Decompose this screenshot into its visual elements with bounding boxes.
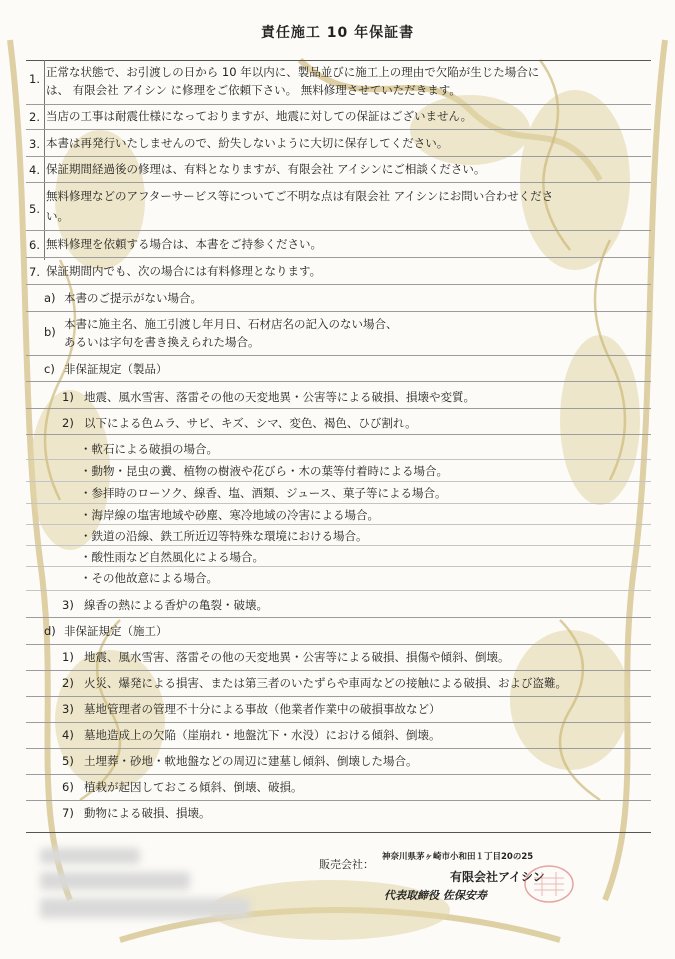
sub-a-text: 本書のご提示がない場合。 [64, 291, 202, 305]
d-item-number: 4) [62, 728, 74, 742]
item-text: は、 有限会社 アイシン に修理をご依頼下さい。 無料修理させていただきます。 [46, 83, 461, 97]
d-item-number: 3) [62, 702, 74, 716]
c-bullet: ・軟石による破損の場合。 [80, 442, 218, 456]
ruled-line [26, 257, 651, 258]
d-item-number: 7) [62, 806, 74, 820]
item-text: 本書は再発行いたしませんので、紛失しないように大切に保存してください。 [46, 136, 449, 150]
c-bullet: ・海岸線の塩害地域や砂塵、寒冷地域の冷害による場合。 [80, 508, 379, 522]
item-text: 正常な状態で、お引渡しの日から 10 年以内に、製品並びに施工上の理由で欠陥が生じた場合に [46, 65, 540, 79]
ruled-line [26, 800, 651, 801]
ruled-line [26, 311, 651, 312]
ruled-line [26, 503, 651, 504]
ruled-line [26, 434, 651, 435]
ruled-line [26, 774, 651, 775]
ruled-line [26, 644, 651, 645]
seller-address: 神奈川県茅ヶ崎市小和田１丁目20の25 [382, 852, 534, 862]
ruled-line [26, 590, 651, 591]
item-text: 保証期間経過後の修理は、有料となりますが、有限会社 アイシンにご相談ください。 [46, 162, 486, 176]
d-item-text: 植栽が起因しておこる傾斜、倒壊、破損。 [84, 780, 303, 794]
item-number: 1. [29, 72, 40, 86]
c-item-number: 3) [62, 598, 74, 612]
item-text: い。 [46, 209, 69, 223]
d-item-number: 6) [62, 780, 74, 794]
c-bullet: ・動物・昆虫の糞、植物の樹液や花びら・木の葉等付着時による場合。 [80, 464, 448, 478]
c-item-text: 地震、風水雪害、落雷その他の天変地異・公害等による破損、損壊や変質。 [84, 390, 475, 404]
item-text: 無料修理を依頼する場合は、本書をご持参ください。 [46, 237, 322, 251]
ruled-line [26, 355, 651, 356]
ruled-line [26, 722, 651, 723]
ruled-line [26, 230, 651, 231]
ruled-line [26, 381, 651, 382]
ruled-line [26, 670, 651, 671]
item-number: 4. [29, 163, 40, 177]
sub-c-label: c) [44, 362, 55, 376]
item-text: 保証期間内でも、次の場合には有料修理となります。 [46, 264, 322, 278]
ruled-line [26, 748, 651, 749]
page-title: 責任施工 10 年保証書 [260, 25, 415, 41]
c-item-text: 線香の熱による香炉の亀裂・破壊。 [84, 598, 268, 612]
redacted-text [40, 872, 190, 890]
sub-b-label: b) [44, 325, 56, 339]
d-item-number: 2) [62, 676, 74, 690]
company-seal-stamp [520, 862, 578, 906]
ruled-line [26, 696, 651, 697]
d-item-text: 火災、爆発による損害、または第三者のいたずらや車両などの接触による破損、および盗難。 [84, 676, 567, 690]
sub-d-label: d) [44, 624, 56, 638]
ruled-line [26, 104, 651, 105]
item-number: 2. [29, 110, 40, 124]
sub-b-text: 本書に施主名、施工引渡し年月日、石材店名の記入のない場合、 [64, 317, 398, 331]
d-item-number: 1) [62, 650, 74, 664]
c-bullet: ・参拝時のローソク、線香、塩、酒類、ジュース、菓子等による場合。 [80, 486, 447, 500]
d-item-number: 5) [62, 754, 74, 768]
d-item-text: 動物による破損、損壊。 [84, 806, 211, 820]
c-bullet: ・その他故意による場合。 [80, 571, 218, 585]
d-item-text: 地震、風水雪害、落雷その他の天変地異・公害等による破損、損傷や傾斜、倒壊。 [84, 650, 510, 664]
seller-label: 販売会社： [319, 858, 374, 871]
ruled-line [26, 129, 651, 130]
item-text: 無料修理などのアフターサービス等についてご不明な点は有限会社 アイシンにお問い合わせくださ [46, 189, 554, 203]
redacted-text [40, 898, 250, 918]
ruled-line [26, 617, 651, 618]
ruled-line [26, 481, 651, 482]
item-number: 6. [29, 238, 40, 252]
seller-company: 有限会社アイシン [450, 870, 545, 884]
c-item-text: 以下による色ムラ、サビ、キズ、シマ、変色、褐色、ひび割れ。 [84, 416, 417, 430]
redacted-text [40, 848, 140, 864]
item-number: 3. [29, 137, 40, 151]
d-item-text: 墓地管理者の管理不十分による事故（他業者作業中の破損事故など） [84, 702, 441, 716]
ruled-line [26, 459, 651, 460]
d-item-text: 墓地造成上の欠陥（崖崩れ・地盤沈下・水没）における傾斜、倒壊。 [84, 728, 441, 742]
seller-representative: 代表取締役 佐保安寿 [384, 889, 487, 902]
c-bullet: ・鉄道の沿線、鉄工所近辺等特殊な環境における場合。 [80, 529, 368, 543]
ruled-line [26, 545, 651, 546]
ruled-line [26, 156, 651, 157]
d-item-text: 土埋葬・砂地・軟地盤などの周辺に建墓し傾斜、倒壊した場合。 [84, 754, 418, 768]
ruled-line [26, 182, 651, 183]
item-text: 当店の工事は耐震仕様になっておりますが、地震に対しての保証はございません。 [46, 109, 473, 123]
ruled-line [26, 566, 651, 567]
ruled-line [26, 408, 651, 409]
sub-a-label: a) [44, 291, 56, 305]
ruled-line [26, 284, 651, 285]
c-bullet: ・酸性雨など自然風化による場合。 [80, 550, 264, 564]
c-item-number: 2) [62, 416, 74, 430]
c-item-number: 1) [62, 390, 74, 404]
sub-c-heading: 非保証規定（製品） [64, 362, 168, 376]
sub-b-text: あるいは字句を書き換えられた場合。 [64, 335, 260, 349]
sub-d-heading: 非保証規定（施工） [64, 624, 168, 638]
item-number: 5. [29, 202, 40, 216]
ruled-line [26, 524, 651, 525]
item-number: 7. [29, 265, 40, 279]
